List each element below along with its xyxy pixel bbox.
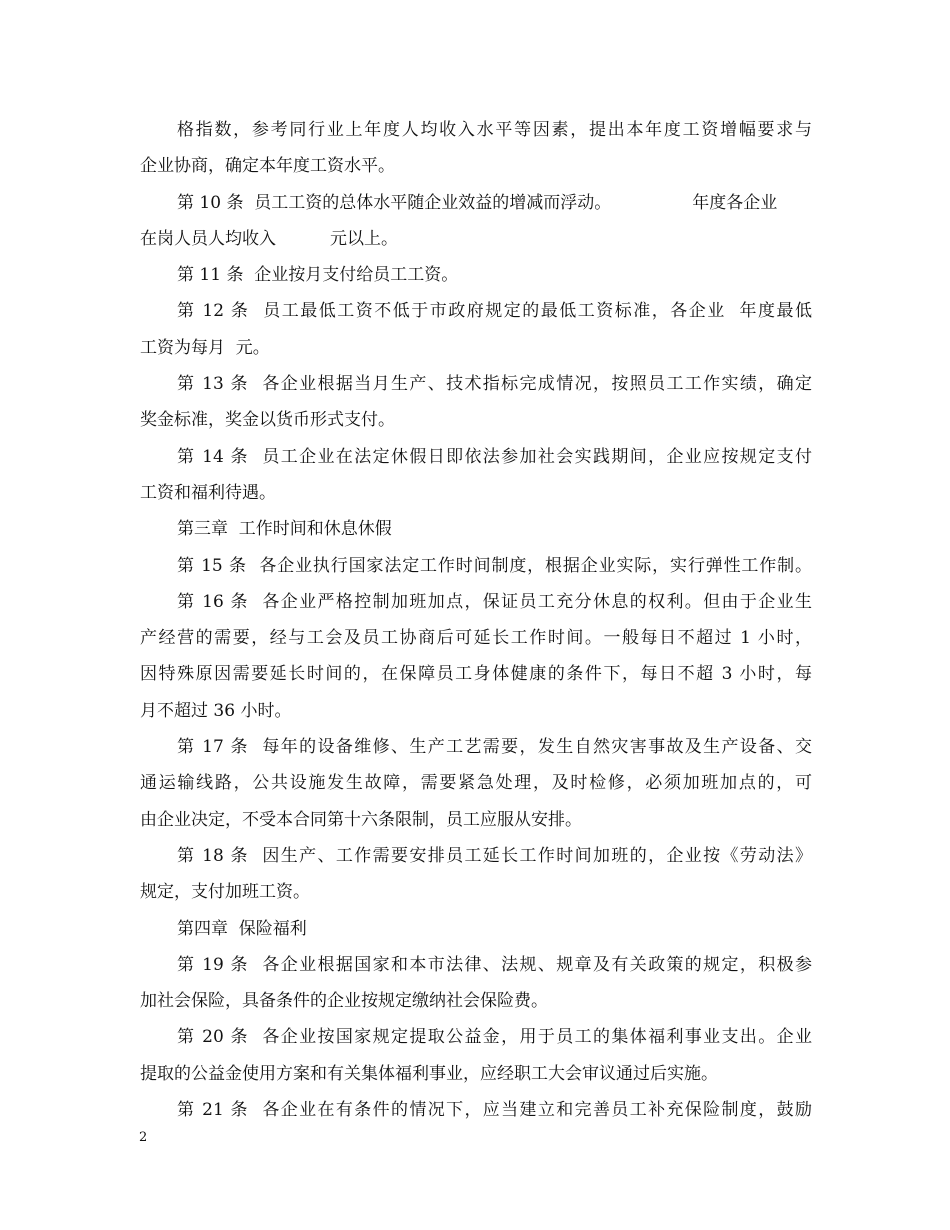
- text-line: 第 16 条 各企业严格控制加班加点，保证员工充分休息的权利。但由于企业生: [177, 591, 812, 612]
- text-line: 规定，支付加班工资。: [140, 882, 310, 903]
- text-line: 提取的公益金使用方案和有关集体福利事业，应经职工大会审议通过后实施。: [140, 1063, 718, 1084]
- text-line: 奖金标准，奖金以货币形式支付。: [140, 410, 395, 431]
- text-line: 第 19 条 各企业根据国家和本市法律、法规、规章及有关政策的规定，积极参: [177, 954, 812, 975]
- text-line: 产经营的需要，经与工会及员工协商后可延长工作时间。一般每日不超过 1 小时，: [140, 628, 812, 649]
- text-line: 加社会保险，具备条件的企业按规定缴纳社会保险费。: [140, 991, 548, 1012]
- text-line: 第 15 条 各企业执行国家法定工作时间制度，根据企业实际，实行弹性工作制。: [177, 555, 812, 576]
- text-line: 第 20 条 各企业按国家规定提取公益金，用于员工的集体福利事业支出。企业: [177, 1027, 812, 1048]
- text-line: 企业协商，确定本年度工资水平。: [140, 156, 395, 177]
- text-line: 第 18 条 因生产、工作需要安排员工延长工作时间加班的，企业按《劳动法》: [177, 845, 812, 866]
- text-line: 第 11 条 企业按月支付给员工工资。: [177, 265, 459, 286]
- text-line: 第 17 条 每年的设备维修、生产工艺需要，发生自然灾害事故及生产设备、交: [177, 737, 812, 758]
- text-line: 第 21 条 各企业在有条件的情况下，应当建立和完善员工补充保险制度，鼓励: [177, 1100, 812, 1121]
- text-line: 由企业决定，不受本合同第十六条限制，员工应服从安排。: [140, 809, 582, 830]
- text-line: 工资和福利待遇。: [140, 482, 276, 503]
- text-line: 第 12 条 员工最低工资不低于市政府规定的最低工资标准，各企业 年度最低: [177, 301, 812, 322]
- text-line: 月不超过 36 小时。: [140, 700, 292, 721]
- text-line: 第四章 保险福利: [177, 918, 307, 939]
- text-line: 第 14 条 员工企业在法定休假日即依法参加社会实践期间，企业应按规定支付: [177, 446, 812, 467]
- text-line: 第 13 条 各企业根据当月生产、技术指标完成情况，按照员工工作实绩，确定: [177, 374, 812, 395]
- text-line: 工资为每月 元。: [140, 337, 270, 358]
- text-line: 第三章 工作时间和休息休假: [177, 519, 392, 540]
- text-line: 通运输线路，公共设施发生故障，需要紧急处理，及时检修，必须加班加点的，可: [140, 773, 812, 794]
- text-line: 因特殊原因需要延长时间的，在保障员工身体健康的条件下，每日不超 3 小时，每: [140, 664, 812, 685]
- text-line: 第 10 条 员工工资的总体水平随企业效益的增减而浮动。 年度各企业: [177, 192, 778, 213]
- page-number: 2: [139, 1130, 148, 1145]
- text-line: 格指数，参考同行业上年度人均收入水平等因素，提出本年度工资增幅要求与: [177, 120, 812, 140]
- text-line: 在岗人员人均收入 元以上。: [140, 228, 399, 249]
- document-body: [140, 112, 812, 1128]
